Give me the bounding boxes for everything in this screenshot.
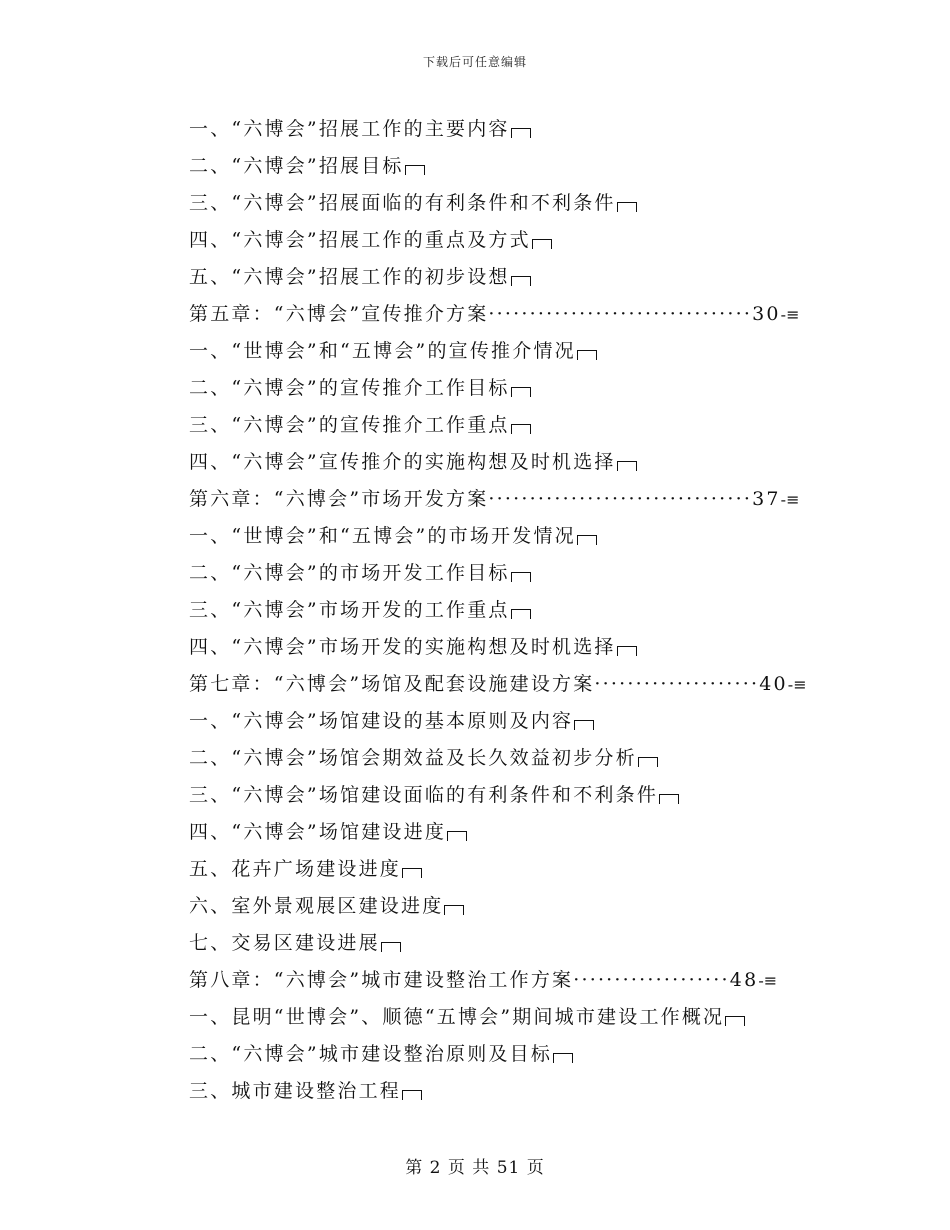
toc-entry-text: 三、城市建设整治工程 — [189, 1080, 402, 1102]
toc-entry-text: 三、“六博会”招展面临的有利条件和不利条件 — [189, 192, 616, 214]
toc-entry — [189, 592, 829, 629]
toc-entry — [189, 962, 829, 999]
bracket-mark-icon — [638, 757, 658, 767]
toc-entry-text: 三、“六博会”市场开发的工作重点 — [189, 599, 510, 621]
toc-entry — [189, 777, 829, 814]
toc-entry-text: 二、“六博会”场馆会期效益及长久效益初步分析 — [189, 747, 637, 769]
toc-entry — [189, 888, 829, 925]
toc-entry — [189, 740, 829, 777]
bracket-mark-icon — [511, 424, 531, 434]
bracket-mark-icon — [617, 461, 637, 471]
toc-entry-text: 第八章：“六博会”城市建设整治工作方案···················48 — [189, 969, 759, 991]
page-header: 下载后可任意编辑 — [422, 55, 527, 69]
toc-entry-page-mark: -≡ — [780, 305, 800, 324]
toc-entry — [189, 925, 829, 962]
toc-entry — [189, 1073, 829, 1110]
toc-entry — [189, 481, 829, 518]
toc-entry-page-mark: -≡ — [787, 675, 807, 694]
toc-entry — [189, 518, 829, 555]
toc-entry — [189, 259, 829, 296]
table-of-contents — [189, 111, 829, 1110]
toc-entry-text: 五、“六博会”招展工作的初步设想 — [189, 266, 510, 288]
page-footer: 第 2 页 共 51 页 — [405, 1158, 545, 1178]
toc-entry-text: 三、“六博会”场馆建设面临的有利条件和不利条件 — [189, 784, 659, 806]
toc-entry-text: 第五章：“六博会”宣传推介方案································30 — [189, 303, 781, 325]
toc-entry — [189, 333, 829, 370]
toc-entry — [189, 370, 829, 407]
toc-entry — [189, 111, 829, 148]
toc-entry-text: 七、交易区建设进展 — [189, 932, 380, 954]
toc-entry-text: 五、花卉广场建设进度 — [189, 858, 402, 880]
bracket-mark-icon — [574, 720, 594, 730]
toc-entry-text: 三、“六博会”的宣传推介工作重点 — [189, 414, 510, 436]
bracket-mark-icon — [511, 609, 531, 619]
toc-entry-page-mark: -≡ — [758, 971, 778, 990]
toc-entry — [189, 814, 829, 851]
toc-entry — [189, 999, 829, 1036]
toc-entry-text: 四、“六博会”宣传推介的实施构想及时机选择 — [189, 451, 616, 473]
bracket-mark-icon — [617, 646, 637, 656]
bracket-mark-icon — [402, 868, 422, 878]
bracket-mark-icon — [725, 1016, 745, 1026]
toc-entry-text: 二、“六博会”的市场开发工作目标 — [189, 562, 510, 584]
toc-entry-text: 一、“六博会”场馆建设的基本原则及内容 — [189, 710, 574, 732]
bracket-mark-icon — [511, 276, 531, 286]
bracket-mark-icon — [511, 572, 531, 582]
toc-entry — [189, 185, 829, 222]
toc-entry — [189, 444, 829, 481]
bracket-mark-icon — [511, 128, 531, 138]
bracket-mark-icon — [511, 387, 531, 397]
bracket-mark-icon — [444, 905, 464, 915]
bracket-mark-icon — [405, 165, 425, 175]
toc-entry — [189, 555, 829, 592]
toc-entry — [189, 666, 829, 703]
bracket-mark-icon — [402, 1090, 422, 1100]
toc-entry — [189, 851, 829, 888]
toc-entry — [189, 148, 829, 185]
toc-entry-text: 一、昆明“世博会”、顺德“五博会”期间城市建设工作概况 — [189, 1006, 725, 1028]
toc-entry-text: 一、“世博会”和“五博会”的市场开发情况 — [189, 525, 576, 547]
toc-entry-text: 四、“六博会”市场开发的实施构想及时机选择 — [189, 636, 616, 658]
toc-entry-page-mark: -≡ — [780, 490, 800, 509]
toc-entry — [189, 1036, 829, 1073]
toc-entry — [189, 629, 829, 666]
toc-entry-text: 四、“六博会”招展工作的重点及方式 — [189, 229, 531, 251]
toc-entry-text: 二、“六博会”招展目标 — [189, 155, 404, 177]
bracket-mark-icon — [617, 202, 637, 212]
toc-entry-text: 一、“六博会”招展工作的主要内容 — [189, 118, 510, 140]
bracket-mark-icon — [659, 794, 679, 804]
bracket-mark-icon — [553, 1053, 573, 1063]
toc-entry-text: 二、“六博会”的宣传推介工作目标 — [189, 377, 510, 399]
toc-entry-text: 六、室外景观展区建设进度 — [189, 895, 444, 917]
toc-entry-text: 一、“世博会”和“五博会”的宣传推介情况 — [189, 340, 576, 362]
bracket-mark-icon — [577, 350, 597, 360]
bracket-mark-icon — [381, 942, 401, 952]
toc-entry-text: 第七章：“六博会”场馆及配套设施建设方案····················40 — [189, 673, 788, 695]
toc-entry-text: 四、“六博会”场馆建设进度 — [189, 821, 447, 843]
toc-entry — [189, 407, 829, 444]
toc-entry — [189, 222, 829, 259]
bracket-mark-icon — [532, 239, 552, 249]
bracket-mark-icon — [447, 831, 467, 841]
bracket-mark-icon — [577, 535, 597, 545]
toc-entry-text: 二、“六博会”城市建设整治原则及目标 — [189, 1043, 553, 1065]
toc-entry-text: 第六章：“六博会”市场开发方案································37 — [189, 488, 781, 510]
toc-entry — [189, 703, 829, 740]
toc-entry — [189, 296, 829, 333]
